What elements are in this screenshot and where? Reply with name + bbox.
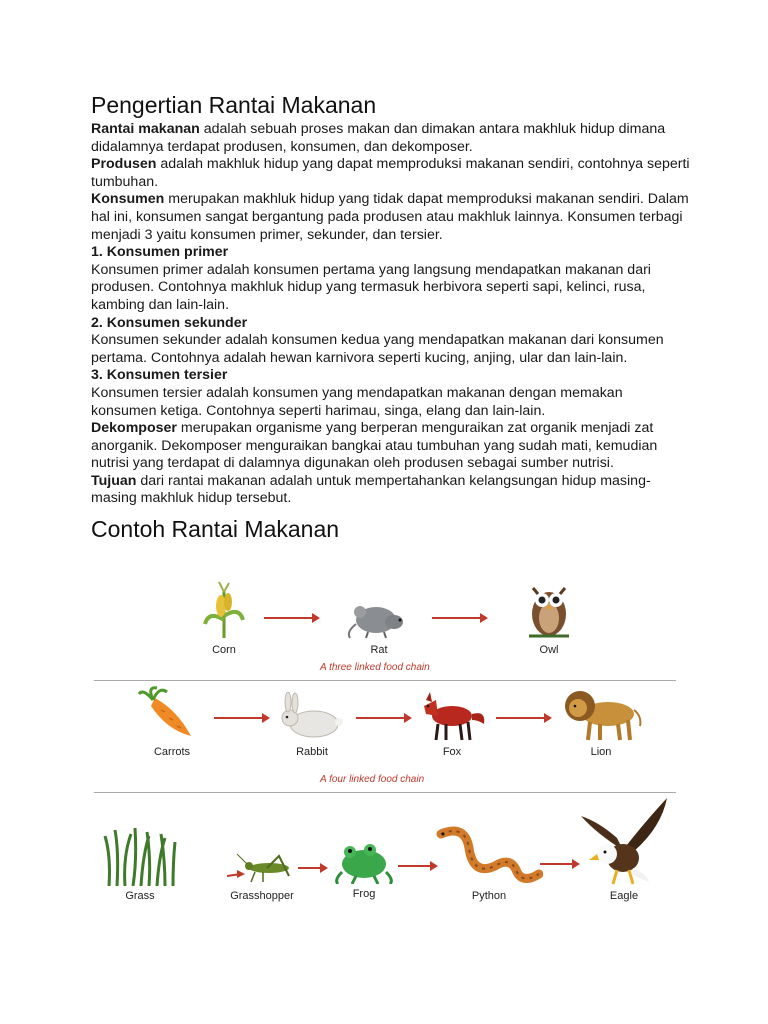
lion-icon [558, 686, 644, 742]
rat-icon [344, 592, 414, 640]
term-produsen: Produsen [91, 156, 157, 173]
label-eagle: Eagle [609, 890, 639, 902]
eagle-item [576, 794, 672, 902]
label-rat: Rat [370, 644, 388, 656]
heading-konsumen-sekunder: 2. Konsumen sekunder [91, 314, 248, 331]
fox-icon [416, 690, 488, 742]
document-body [91, 92, 691, 543]
eagle-icon [577, 794, 671, 886]
arrow-icon [298, 862, 328, 874]
label-frog: Frog [352, 888, 376, 900]
label-grasshopper: Grasshopper [230, 890, 294, 902]
caption-three-linked: A three linked food chain [320, 662, 430, 673]
grasshopper-icon [227, 852, 297, 886]
snake-icon [435, 824, 543, 886]
arrow-icon [540, 858, 580, 870]
label-lion: Lion [590, 746, 612, 758]
grass-icon [103, 826, 177, 886]
label-carrots: Carrots [153, 746, 191, 758]
arrow-icon [214, 712, 270, 724]
python-item [434, 824, 544, 902]
carrot-icon [137, 686, 207, 742]
owl-icon [525, 580, 573, 640]
term-konsumen: Konsumen [91, 191, 165, 208]
frog-item [326, 836, 402, 900]
label-corn: Corn [212, 644, 236, 656]
arrow-icon [356, 712, 412, 724]
grass-item [100, 826, 180, 902]
caption-four-linked: A four linked food chain [320, 774, 425, 785]
term-rantai-makanan: Rantai makanan [91, 121, 200, 137]
para-konsumen: Konsumen merupakan makhluk hidup yang tidak dapat memproduksi makanan sendiri. Dalam hal ini, konsumen sangat bergantung pada produsen atau makhluk lainnya. Konsumen terbagi menjadi 3 yaitu konsumen primer, sekunder, dan tersier. [91, 191, 689, 243]
term-tujuan: Tujuan [91, 472, 137, 489]
rabbit-icon [276, 692, 348, 742]
arrow-icon [398, 860, 438, 872]
label-python: Python [471, 890, 507, 902]
label-fox: Fox [442, 746, 462, 758]
term-dekomposer: Dekomposer [91, 420, 177, 437]
page-title: Pengertian Rantai Makanan [91, 92, 377, 118]
para-konsumen-sekunder: Konsumen sekunder adalah konsumen kedua yang mendapatkan makanan dari konsumen pertama. Contohnya adalah hewan karnivora seperti kucing, anjing, ular dan lain-lain. [91, 332, 664, 366]
divider [94, 792, 676, 793]
para-konsumen-tersier: Konsumen tersier adalah konsumen yang mendapatkan makanan dengan memakan konsumen ketiga. Contohnya seperti harimau, singa, elang dan lain-lain. [91, 384, 623, 419]
para-dekomposer: Dekomposer merupakan organisme yang berperan menguraikan zat organik menjadi zat anorganik. Dekomposer menguraikan bangkai atau tumbuhan yang sudah mati, kemudian nutrisi yang terdapat di dalamnya digunakan oleh produsen sebagai sumber nutrisi. [91, 420, 658, 472]
owl-item [514, 580, 584, 656]
arrow-icon [496, 712, 552, 724]
carrots-item [132, 686, 212, 758]
para-produsen: Produsen adalah makhluk hidup yang dapat memproduksi makanan sendiri, contohnya seperti tumbuhan. [91, 156, 690, 190]
rabbit-item [272, 692, 352, 758]
lion-item [556, 686, 646, 758]
section-title: Contoh Rantai Makanan [91, 516, 340, 543]
corn-icon [199, 580, 249, 640]
fox-item [412, 690, 492, 758]
label-rabbit: Rabbit [296, 746, 328, 758]
food-chain-figure [94, 580, 676, 920]
para-rantai-makanan: Rantai makanan adalah sebuah proses makan dan dimakan antara makhluk hidup dimana didalamnya terdapat produsen, konsumen, dan dekomposer. [91, 121, 666, 155]
para-konsumen-primer: Konsumen primer adalah konsumen pertama yang langsung mendapatkan makanan dari produsen. Contohnya makhluk hidup yang termasuk herbivora seperti sapi, kelinci, rusa, kambing dan lain-lain. [91, 261, 651, 313]
arrow-icon [264, 612, 320, 624]
label-grass: Grass [125, 890, 155, 902]
heading-konsumen-tersier: 3. Konsumen tersier [91, 367, 228, 384]
corn-item [194, 580, 254, 656]
grasshopper-item [214, 852, 310, 902]
rat-item [339, 592, 419, 656]
arrow-icon [432, 612, 488, 624]
label-owl: Owl [539, 644, 559, 656]
divider [94, 680, 676, 681]
frog-icon [332, 836, 396, 884]
para-tujuan: Tujuan dari rantai makanan adalah untuk mempertahankan kelangsungan hidup masing-masing makhluk hidup tersebut. [91, 472, 651, 507]
heading-konsumen-primer: 1. Konsumen primer [91, 244, 229, 261]
